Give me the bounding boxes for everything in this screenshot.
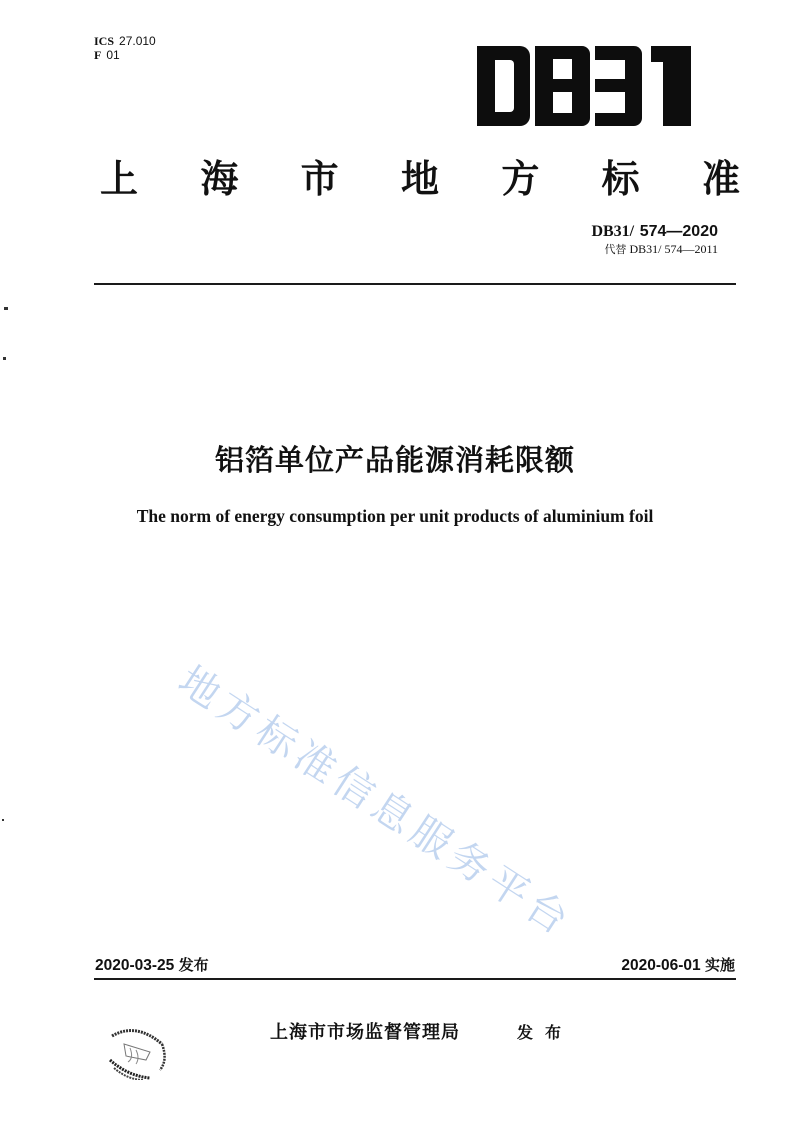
scan-speck [4,307,8,310]
effective-date-label: 实施 [704,956,735,974]
ics-value: 27.010 [119,34,156,48]
ics-label: ICS [94,34,115,48]
issuing-authority: 上海市市场监督管理局 [270,1022,460,1043]
logo-digit-1-flag [651,46,665,62]
document-title-zh: 铝箔单位产品能源消耗限额 [214,443,575,477]
heading-char: 海 [200,156,239,201]
ccs-label: F [94,48,102,62]
logo-letter-b [535,46,590,126]
db31-logo [477,46,692,126]
scan-speck [3,357,6,360]
replaces-label: 代替 [604,243,627,256]
document-title-en: The norm of energy consumption per unit products of aluminium foil [136,506,654,526]
standard-code: 574—2020 [639,223,718,240]
watermark: 地方标准信息服务平台 [170,657,581,947]
issue-action: 发布 [517,1023,574,1042]
heading-char: 准 [701,156,740,201]
logo-digit-1 [663,46,691,126]
logo-counter [595,60,625,79]
publish-date-value: 2020-03-25 [95,957,175,974]
replaces-line [591,242,718,257]
heading-char: 标 [601,156,640,201]
logo-counter [553,59,572,79]
standard-type-heading [100,150,740,200]
logo-digit-3 [595,46,642,126]
ics-code [94,34,156,48]
publish-date-label: 发布 [178,956,209,974]
heading-char: 上 [100,156,139,201]
bottom-divider [94,978,736,980]
classification-codes [94,34,156,62]
scan-speck [2,819,4,821]
publish-date [95,954,209,975]
effective-date-value: 2020-06-01 [621,957,701,974]
logo-counter [495,60,514,112]
heading-char: 市 [300,156,339,201]
heading-char: 地 [400,156,439,201]
seal-stamp-icon [106,1024,168,1080]
ccs-value: 01 [106,48,120,62]
top-divider [94,283,736,285]
effective-date [621,954,735,975]
ccs-code [94,48,156,62]
replaces-number: DB31/ 574—2011 [629,242,718,256]
logo-counter [595,92,625,113]
logo-counter [553,92,572,113]
standard-prefix: DB31/ [591,223,635,240]
standard-number [591,221,718,242]
heading-char: 方 [501,156,540,201]
standard-number-block [591,221,718,257]
